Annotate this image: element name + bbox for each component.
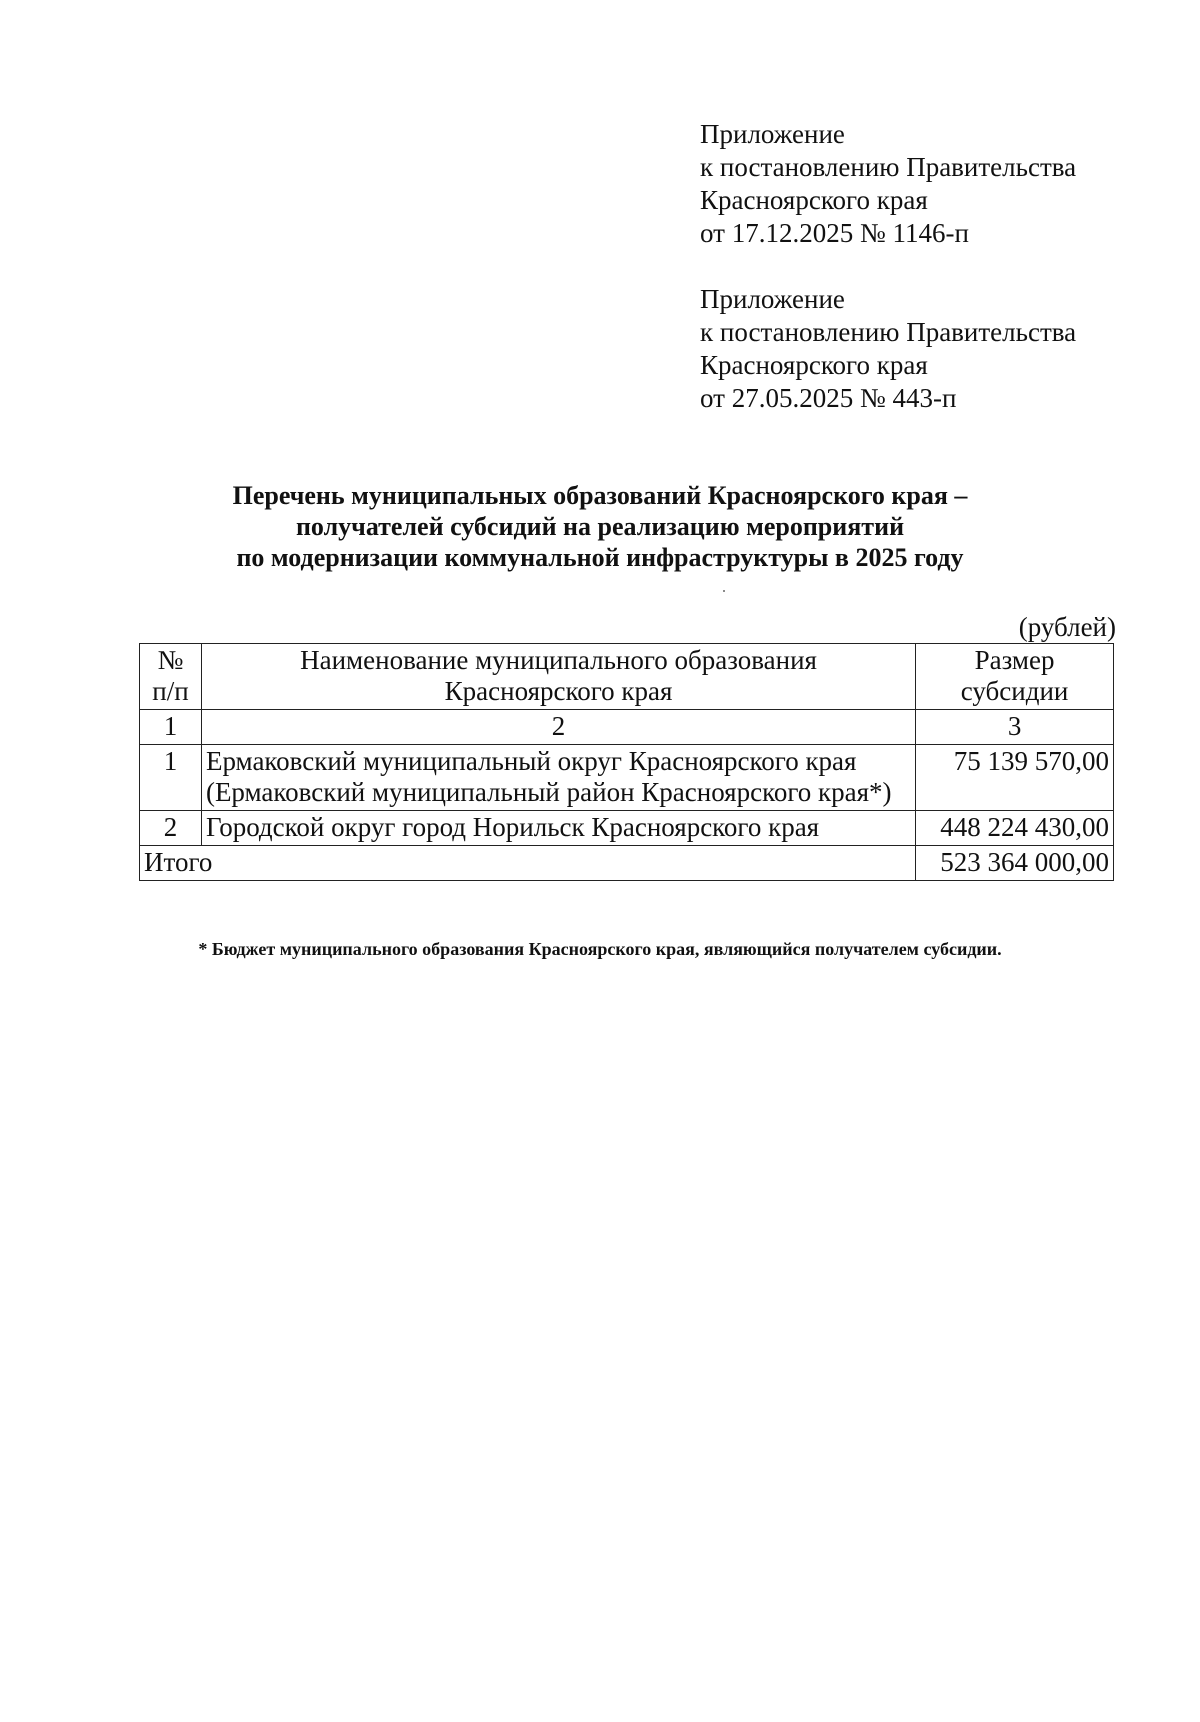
- header-number-symbol: №: [157, 645, 184, 675]
- appendix-reference: к постановлению Правительства: [700, 152, 1077, 182]
- appendix-reference: к постановлению Правительства: [700, 317, 1077, 347]
- header-municipality-line-1: Наименование муниципального образования: [300, 645, 817, 675]
- table-row: [140, 811, 1114, 846]
- total-amount: 523 364 000,00: [916, 846, 1114, 881]
- row-amount: 448 224 430,00: [916, 811, 1114, 846]
- total-label: Итого: [140, 846, 916, 881]
- appendix-header-original: [700, 283, 1160, 415]
- appendix-region: Красноярского края: [700, 350, 928, 380]
- appendix-label: Приложение: [700, 284, 845, 314]
- subsidy-table: [139, 643, 1114, 881]
- appendix-region: Красноярского края: [700, 185, 928, 215]
- header-municipality: [201, 644, 915, 710]
- row-number: 2: [140, 811, 202, 846]
- column-number-row: [140, 710, 1114, 745]
- header-municipality-line-2: Красноярского края: [444, 676, 673, 706]
- document-title: [0, 480, 1200, 573]
- header-amount: [916, 644, 1114, 710]
- row-municipality-name: Ермаковский муниципальный округ Красноярского края: [205, 746, 857, 776]
- title-line-1: Перечень муниципальных образований Красноярского края –: [232, 481, 968, 510]
- header-amount-line-1: Размер: [974, 645, 1055, 675]
- row-municipality: [201, 811, 915, 846]
- row-amount: 75 139 570,00: [916, 745, 1114, 811]
- table-header-row: [140, 644, 1114, 710]
- header-number-abbrev: п/п: [152, 676, 189, 706]
- appendix-header-current: [700, 118, 1160, 250]
- header-number: [140, 644, 202, 710]
- scan-speck: [723, 590, 725, 592]
- row-number: 1: [140, 745, 202, 811]
- table-row: [140, 745, 1114, 811]
- total-row: [140, 846, 1114, 881]
- appendix-label: Приложение: [700, 119, 845, 149]
- header-amount-line-2: субсидии: [960, 676, 1069, 706]
- title-line-3: по модернизации коммунальной инфраструктуры в 2025 году: [236, 543, 964, 572]
- row-municipality-former-name: (Ермаковский муниципальный район Красноярского края*): [205, 777, 892, 807]
- footnote: * Бюджет муниципального образования Красноярского края, являющийся получателем субсидии.: [198, 939, 1002, 959]
- appendix-date-number: от 17.12.2025 № 1146-п: [700, 218, 969, 248]
- row-municipality: [201, 745, 915, 811]
- column-number-cell: 3: [916, 710, 1114, 745]
- row-municipality-name: Городской округ город Норильск Красноярского края: [205, 812, 820, 842]
- title-line-2: получателей субсидий на реализацию мероприятий: [295, 512, 905, 541]
- column-number-cell: 2: [201, 710, 915, 745]
- appendix-date-number: от 27.05.2025 № 443-п: [700, 383, 957, 413]
- column-number-cell: 1: [140, 710, 202, 745]
- units-label: (рублей): [1018, 612, 1116, 642]
